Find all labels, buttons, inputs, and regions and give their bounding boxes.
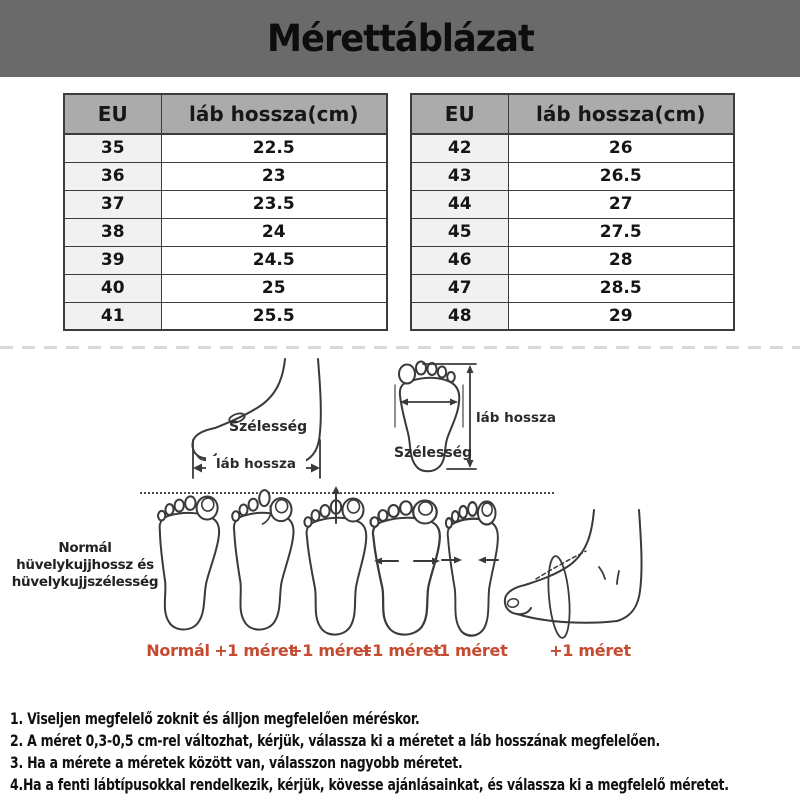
eu-size: 40 bbox=[64, 274, 161, 302]
eu-size: 42 bbox=[411, 134, 508, 162]
side-width-label: Szélesség bbox=[229, 419, 308, 435]
eu-size: 38 bbox=[64, 218, 161, 246]
table-row bbox=[411, 274, 734, 302]
note-line: 4.Ha a fenti lábtípusokkal rendelkezik, kérjük, kövesse ajánlásainkat, és válassza ki a megfelelő méretet. bbox=[10, 775, 729, 794]
table-row bbox=[64, 162, 387, 190]
foot-length: 27.5 bbox=[508, 218, 734, 246]
foot-length: 29 bbox=[508, 302, 734, 330]
table-row bbox=[411, 190, 734, 218]
eu-size: 44 bbox=[411, 190, 508, 218]
col-header-length: láb hossza(cm) bbox=[508, 94, 734, 134]
table-header-row bbox=[411, 94, 734, 134]
table-header-row bbox=[64, 94, 387, 134]
foot-long-second-toe-illustration bbox=[218, 491, 303, 644]
table-row bbox=[411, 162, 734, 190]
foot-normal-illustration bbox=[142, 490, 230, 644]
col-header-eu: EU bbox=[64, 94, 161, 134]
eu-size: 35 bbox=[64, 134, 161, 162]
col-header-length: láb hossza(cm) bbox=[161, 94, 387, 134]
top-width-label: Szélesség bbox=[394, 445, 473, 461]
foot-length: 26 bbox=[508, 134, 734, 162]
size-table-left bbox=[63, 93, 388, 331]
foot-length: 28 bbox=[508, 246, 734, 274]
foot-type-label: +1 méret bbox=[549, 641, 631, 660]
eu-size: 46 bbox=[411, 246, 508, 274]
table-row bbox=[64, 246, 387, 274]
eu-size: 41 bbox=[64, 302, 161, 330]
foot-type-label: +1 méret bbox=[214, 641, 296, 660]
foot-length: 22.5 bbox=[161, 134, 387, 162]
foot-length: 25.5 bbox=[161, 302, 387, 330]
eu-size: 47 bbox=[411, 274, 508, 302]
foot-type-label: -1 méret bbox=[432, 641, 508, 660]
eu-size: 45 bbox=[411, 218, 508, 246]
table-row bbox=[64, 274, 387, 302]
instruction-notes bbox=[10, 708, 782, 796]
page-header bbox=[0, 0, 800, 77]
table-row bbox=[64, 190, 387, 218]
table-row bbox=[411, 246, 734, 274]
foot-type-label: +1 méret bbox=[359, 641, 441, 660]
col-header-eu: EU bbox=[411, 94, 508, 134]
foot-type-label: Normál bbox=[146, 641, 210, 660]
foot-types-caption: Normál hüvelykujjhossz és hüvelykujjszélesség bbox=[11, 540, 159, 590]
table-row bbox=[64, 302, 387, 330]
table-row bbox=[411, 134, 734, 162]
foot-length: 24 bbox=[161, 218, 387, 246]
eu-size: 48 bbox=[411, 302, 508, 330]
foot-type-label: +1 méret bbox=[289, 641, 371, 660]
size-table-right bbox=[410, 93, 735, 331]
foot-length: 23 bbox=[161, 162, 387, 190]
dashed-divider bbox=[0, 346, 800, 349]
eu-size: 36 bbox=[64, 162, 161, 190]
eu-size: 43 bbox=[411, 162, 508, 190]
eu-size: 37 bbox=[64, 190, 161, 218]
foot-girth-illustration bbox=[502, 507, 662, 642]
table-row bbox=[64, 218, 387, 246]
table-row bbox=[64, 134, 387, 162]
foot-length: 27 bbox=[508, 190, 734, 218]
foot-length: 23.5 bbox=[161, 190, 387, 218]
side-length-label: láb hossza bbox=[206, 456, 306, 472]
eu-size: 39 bbox=[64, 246, 161, 274]
note-line: 3. Ha a mérete a méretek között van, válasszon nagyobb méretet. bbox=[10, 753, 463, 772]
foot-length: 24.5 bbox=[161, 246, 387, 274]
foot-length: 28.5 bbox=[508, 274, 734, 302]
foot-length: 25 bbox=[161, 274, 387, 302]
top-length-label: láb hossza bbox=[476, 410, 557, 426]
foot-length: 26.5 bbox=[508, 162, 734, 190]
note-line: 1. Viseljen megfelelő zoknit és álljon megfelelően méréskor. bbox=[10, 709, 420, 728]
page-title: Mérettáblázat bbox=[266, 17, 534, 60]
note-line: 2. A méret 0,3-0,5 cm-rel változhat, kérjük, válassza ki a méretet a láb hosszának megfelelően. bbox=[10, 731, 660, 750]
table-row bbox=[411, 302, 734, 330]
table-row bbox=[411, 218, 734, 246]
foot-narrow-illustration bbox=[436, 498, 506, 648]
